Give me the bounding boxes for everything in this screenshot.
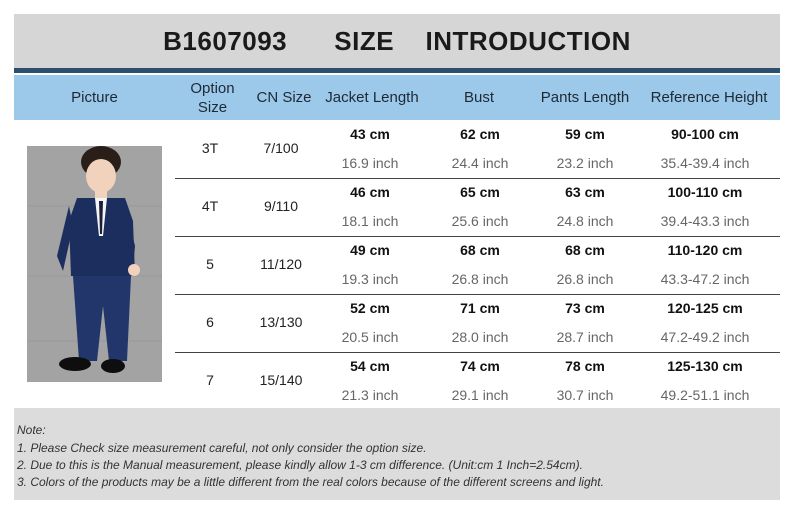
cell-pants-in: 26.8 inch [556, 271, 614, 287]
note-2: 2. Due to this is the Manual measurement, please kindly allow 1-3 cm difference. (Unit:cm 1 Inch=2.54cm). [17, 458, 583, 472]
cell-jacket-cm: 52 cm [350, 300, 390, 316]
note-1: 1. Please Check size measurement careful, not only consider the option size. [17, 441, 427, 455]
cell-height-in: 43.3-47.2 inch [660, 271, 750, 287]
table-header [14, 75, 780, 120]
cell-jacket-cm: 54 cm [350, 358, 390, 374]
size-table-body [0, 120, 790, 410]
cell-height-cm: 125-130 cm [667, 358, 743, 374]
note-3: 3. Colors of the products may be a little different from the real colors because of the different screens and light. [17, 475, 604, 489]
cell-pants-in: 30.7 inch [556, 387, 614, 403]
cell-bust-cm: 74 cm [460, 358, 500, 374]
cell-height-cm: 120-125 cm [667, 300, 743, 316]
header-picture: Picture [71, 89, 118, 106]
cell-pants-in: 23.2 inch [556, 155, 614, 171]
cell-pants-cm: 78 cm [565, 358, 605, 374]
cell-jacket-in: 16.9 inch [341, 155, 399, 171]
cell-cn: 9/110 [264, 198, 298, 214]
header-option-size: Option Size [190, 79, 235, 116]
cell-cn: 13/130 [259, 314, 303, 330]
cell-bust-in: 28.0 inch [451, 329, 509, 345]
cell-height-in: 47.2-49.2 inch [660, 329, 750, 345]
table-row [175, 294, 780, 352]
header-reference-height: Reference Height [650, 89, 768, 106]
cell-pants-cm: 73 cm [565, 300, 605, 316]
header-bust: Bust [463, 89, 494, 106]
cell-cn: 15/140 [259, 372, 303, 388]
cell-pants-in: 28.7 inch [556, 329, 614, 345]
cell-height-in: 49.2-51.1 inch [660, 387, 750, 403]
table-row [175, 120, 780, 178]
cell-jacket-cm: 43 cm [350, 126, 390, 142]
cell-option: 7 [206, 372, 214, 388]
header-cn-size: CN Size [256, 89, 312, 106]
cell-bust-cm: 71 cm [460, 300, 500, 316]
cell-bust-in: 26.8 inch [451, 271, 509, 287]
table-row [175, 352, 780, 410]
cell-pants-cm: 68 cm [565, 242, 605, 258]
cell-height-in: 39.4-43.3 inch [660, 213, 750, 229]
cell-bust-in: 24.4 inch [451, 155, 509, 171]
cell-jacket-in: 20.5 inch [341, 329, 399, 345]
cell-bust-cm: 68 cm [460, 242, 500, 258]
cell-option: 4T [201, 198, 219, 214]
header-pants-length: Pants Length [540, 89, 630, 106]
table-row [175, 178, 780, 236]
cell-bust-in: 25.6 inch [451, 213, 509, 229]
notes-heading: Note: [17, 423, 46, 437]
cell-option: 3T [201, 140, 219, 156]
cell-bust-cm: 62 cm [460, 126, 500, 142]
header-jacket-length: Jacket Length [325, 89, 419, 106]
cell-jacket-in: 19.3 inch [341, 271, 399, 287]
cell-jacket-cm: 46 cm [350, 184, 390, 200]
cell-cn: 11/120 [260, 256, 302, 272]
cell-height-in: 35.4-39.4 inch [660, 155, 750, 171]
cell-height-cm: 90-100 cm [671, 126, 739, 142]
cell-bust-in: 29.1 inch [451, 387, 509, 403]
cell-jacket-in: 18.1 inch [341, 213, 399, 229]
cell-height-cm: 100-110 cm [667, 184, 743, 200]
cell-jacket-in: 21.3 inch [341, 387, 399, 403]
title-divider [14, 68, 780, 73]
cell-height-cm: 110-120 cm [667, 242, 743, 258]
table-row [175, 236, 780, 294]
cell-option: 5 [206, 256, 214, 272]
title-bar [14, 14, 780, 68]
cell-pants-cm: 59 cm [565, 126, 605, 142]
page-title: B1607093 SIZE INTRODUCTION [163, 25, 631, 56]
cell-cn: 7/100 [263, 140, 299, 156]
notes-box [14, 408, 780, 500]
cell-jacket-cm: 49 cm [350, 242, 390, 258]
cell-option: 6 [206, 314, 214, 330]
cell-pants-cm: 63 cm [565, 184, 605, 200]
cell-pants-in: 24.8 inch [556, 213, 614, 229]
cell-bust-cm: 65 cm [460, 184, 500, 200]
